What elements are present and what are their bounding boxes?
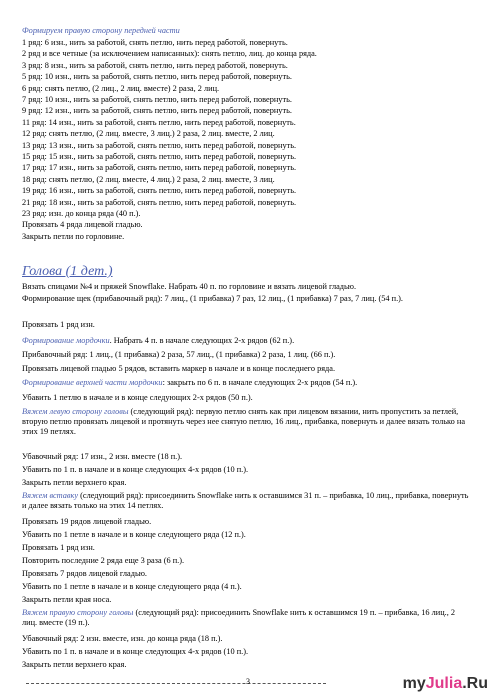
front-row: 2 ряд и все четные (за исключением написанных): снять петлю, лиц. до конца ряда. [22, 49, 317, 59]
head-title: Голова (1 дет.) [22, 264, 113, 279]
insert-step-1: Провязать 19 рядов лицевой гладью. [22, 517, 152, 526]
insert-step-2: Убавить по 1 петле в начале и в конце следующего ряда (12 п.). [22, 530, 246, 539]
logo-part-3: .Ru [462, 675, 488, 692]
left-decrease-row: Убавочный ряд: 17 изн., 2 изн. вместе (18 п.). [22, 452, 183, 461]
insert-step-7: Закрыть петли края носа. [22, 595, 112, 604]
right-decrease-4: Убавить по 1 п. в начале и в конце следующих 4-х рядов (10 п.). [22, 647, 249, 656]
insert-step-6: Убавить по 1 петле в начале и в конце следующего ряда (4 п.). [22, 582, 242, 591]
front-row: 15 ряд: 15 изн., нить за работой, снять петлю, нить перед работой, повернуть. [22, 152, 297, 161]
front-row: 17 ряд: 17 изн., нить за работой, снять петлю, нить перед работой, повернуть. [22, 163, 297, 173]
front-row: 21 ряд: 18 изн., нить за работой, снять петлю, нить перед работой, повернуть. [22, 197, 297, 207]
front-row: 5 ряд: 10 изн., нить за работой, снять петлю, нить перед работой, повернуть. [22, 72, 292, 82]
left-bind-off: Закрыть петли верхнего края. [22, 478, 127, 487]
stockinette-5: Провязать лицевой гладью 5 рядов, вставить маркер в начале и в конце последнего ряда. [22, 364, 336, 373]
front-row: 19 ряд: 16 изн., нить за работой, снять петлю, нить перед работой, повернуть. [22, 186, 297, 196]
front-row: Провязать 4 ряда лицевой гладью. [22, 220, 143, 230]
left-decrease-4: Убавить по 1 п. в начале и в конце следующих 4-х рядов (10 п.). [22, 465, 249, 474]
front-row: Закрыть петли по горловине. [22, 231, 125, 241]
insert-step-5: Провязать 7 рядов лицевой гладью. [22, 569, 147, 578]
front-row: 13 ряд: 13 изн., нить за работой, снять петлю, нить перед работой, повернуть. [22, 140, 297, 150]
left-side-heading: Вяжем левую сторону головы [22, 407, 129, 416]
front-row: 12 ряд: снять петлю, (2 лиц. вместе, 3 лиц.) 2 раза, 2 лиц. вместе, 2 лиц. [22, 129, 275, 139]
front-heading: Формируем правую сторону передней части [22, 26, 180, 35]
insert-text: (следующий ряд): присоединить Snowflake нить к оставшимся 31 п. – прибавка, 10 лиц., прибавка, повернуть и далее вязать только на этих 14 петлях. [22, 491, 469, 510]
logo-part-2: Julia [425, 675, 463, 692]
logo-part-1: my [402, 675, 426, 692]
head-cheeks: Формирование щек (прибавочный ряд): 7 лиц., (1 прибавка) 7 раз, 12 лиц., (1 прибавка) 7 раз, 7 лиц. (54 п.). [22, 294, 403, 303]
muzzle-text: . Набрать 4 п. в начале следующих 2-х рядов (62 п.). [109, 336, 295, 345]
increase-row: Прибавочный ряд: 1 лиц., (1 прибавка) 2 раза, 57 лиц., (1 прибавка) 2 раза, 1 лиц. (66 п.). [22, 350, 336, 359]
site-logo[interactable] [403, 675, 488, 693]
head-intro: Вязать спицами №4 и пряжей Snowflake. Набрать 40 п. по горловине и вязать лицевой гладью. [22, 282, 357, 291]
muzzle-heading: Формирование мордочки [22, 336, 110, 345]
upper-muzzle-paragraph [22, 378, 470, 388]
right-bind-off: Закрыть петли верхнего края. [22, 660, 127, 669]
front-row: 9 ряд: 12 изн., нить за работой, снять петлю, нить перед работой, повернуть. [22, 106, 292, 116]
front-row: 3 ряд: 8 изн., нить за работой, снять петлю, нить перед работой, повернуть. [22, 60, 288, 70]
front-row: 18 ряд: снять петлю, (2 лиц. вместе, 4 лиц.) 2 раза, 2 лиц. вместе, 3 лиц. [22, 174, 275, 184]
insert-paragraph [22, 491, 470, 511]
decrease-1: Убавить 1 петлю в начале и в конце следующих 2-х рядов (50 п.). [22, 393, 253, 402]
head-purl: Провязать 1 ряд изн. [22, 320, 95, 329]
front-row: 6 ряд: снять петлю, (2 лиц., 2 лиц. вместе) 2 раза, 2 лиц. [22, 83, 220, 93]
insert-step-4: Повторить последние 2 ряда еще 3 раза (6 п.). [22, 556, 185, 565]
footer-divider [26, 683, 326, 684]
right-side-heading: Вяжем правую сторону головы [22, 608, 134, 617]
left-side-paragraph [22, 407, 470, 437]
right-decrease-row: Убавочный ряд: 2 изн. вместе, изн. до конца ряда (18 п.). [22, 634, 223, 643]
insert-heading: Вяжем вставку [22, 491, 79, 500]
upper-muzzle-heading: Формирование верхней части мордочки [22, 378, 163, 387]
right-side-paragraph [22, 608, 470, 628]
front-row: 23 ряд: изн. до конца ряда (40 п.). [22, 209, 141, 218]
upper-muzzle-text: : закрыть по 6 п. в начале следующих 2-х рядов (54 п.). [162, 378, 358, 387]
front-row: 11 ряд: 14 изн., нить за работой, снять петлю, нить перед работой, повернуть. [22, 117, 296, 127]
page-number: 3 [246, 677, 250, 686]
muzzle-paragraph [22, 336, 470, 346]
left-side-text: (следующий ряд): первую петлю снять как при лицевом вязании, нить пропустить за петлей, вторую петлю провязать лицевой и протянуть через нее снятую петлю, 16 лиц., прибавка, повернуть и далее вязать только на этих 19 петлях. [22, 407, 465, 436]
insert-step-3: Провязать 1 ряд изн. [22, 543, 95, 552]
right-side-text: (следующий ряд): присоединить Snowflake нить к оставшимся 19 п. – прибавка, 16 лиц., 2 лиц. вместе (19 п.). [22, 608, 456, 627]
front-row: 7 ряд: 10 изн., нить за работой, снять петлю, нить перед работой, повернуть. [22, 95, 292, 104]
front-row: 1 ряд: 6 изн., нить за работой, снять петлю, нить перед работой, повернуть. [22, 38, 288, 47]
